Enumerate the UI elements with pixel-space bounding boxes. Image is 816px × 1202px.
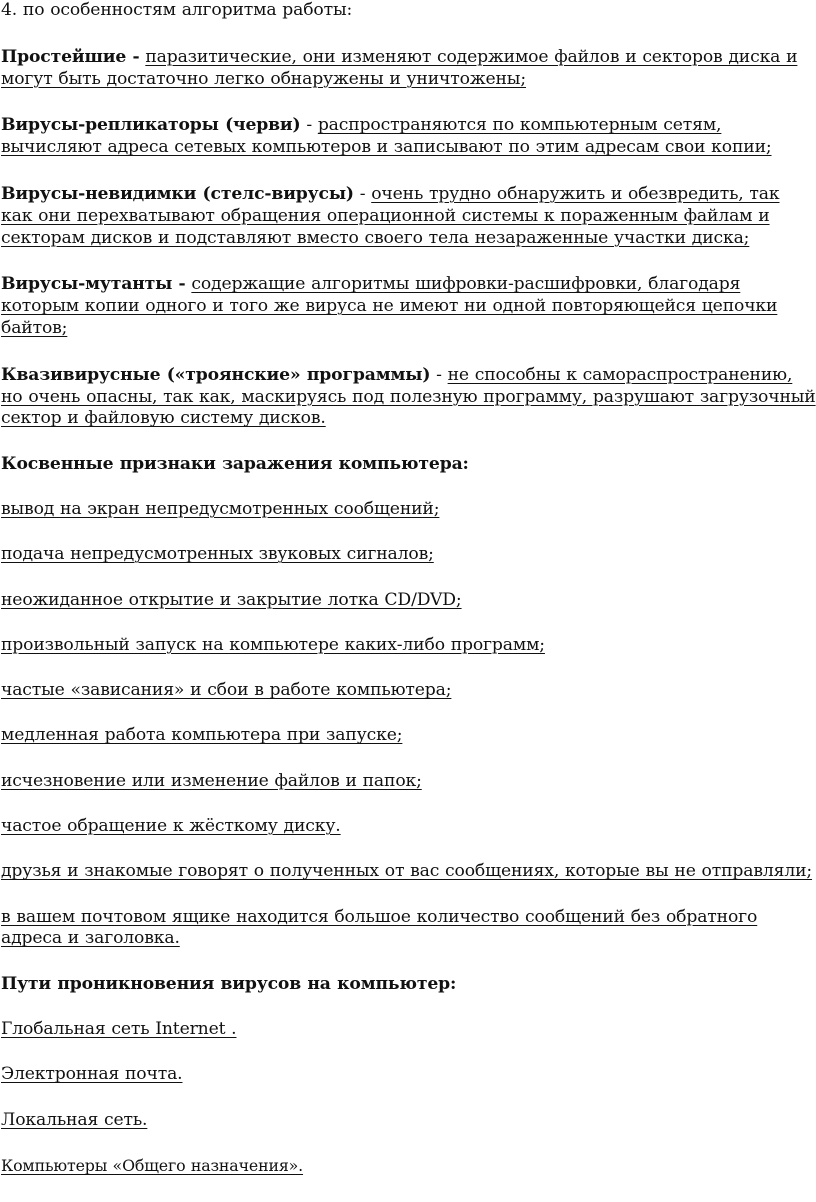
list-item: частое обращение к жёсткому диску. bbox=[1, 816, 341, 837]
list-item: Локальная сеть. bbox=[1, 1109, 148, 1130]
list-item: подача непредусмотренных звуковых сигналов; bbox=[1, 544, 434, 565]
list-item: вывод на экран непредусмотренных сообщений; bbox=[1, 498, 440, 519]
list-item: медленная работа компьютера при запуске; bbox=[1, 725, 403, 746]
virus-type-term: Простейшие - bbox=[1, 46, 140, 67]
list-item: Компьютеры «Общего назначения». bbox=[1, 1155, 304, 1175]
list-item: Глобальная сеть Internet . bbox=[1, 1019, 237, 1040]
list-item: произвольный запуск на компьютере каких-либо программ; bbox=[1, 634, 545, 655]
virus-type-term: Квазивирусные («троянские» программы) bbox=[1, 364, 431, 385]
list-item: в вашем почтовом ящике находится большое количество сообщений без обратного адреса и заголовка. bbox=[1, 906, 758, 949]
virus-type-trojans bbox=[1, 365, 816, 430]
list-item: неожиданное открытие и закрытие лотка CD/DVD; bbox=[1, 589, 462, 610]
virus-type-worms bbox=[1, 115, 816, 159]
virus-type-description: распространяются по компьютерным сетям, вычисляют адреса сетевых компьютеров и записывают по этим адресам свои копии; bbox=[1, 115, 772, 158]
paths-heading: Пути проникновения вирусов на компьютер: bbox=[1, 973, 457, 994]
virus-type-mutants bbox=[1, 274, 816, 339]
list-item: частые «зависания» и сбои в работе компьютера; bbox=[1, 680, 452, 701]
list-item: друзья и знакомые говорят о полученных от вас сообщениях, которые вы не отправляли; bbox=[1, 861, 813, 882]
list-item: исчезновение или изменение файлов и папок; bbox=[1, 770, 422, 791]
virus-type-description: очень трудно обнаружить и обезвредить, так как они перехватывают обращения операционной системы к пораженным файлам и секторам дисков и подставляют вместо своего тела незараженные участки диска; bbox=[1, 183, 780, 248]
virus-type-separator: - bbox=[430, 364, 448, 385]
virus-type-description: паразитические, они изменяют содержимое файлов и секторов диска и могут быть достаточно легко обнаружены и уничтожены; bbox=[1, 46, 798, 89]
virus-type-term: Вирусы-репликаторы (черви) bbox=[1, 115, 301, 136]
virus-type-term: Вирусы-мутанты - bbox=[1, 274, 186, 295]
signs-heading: Косвенные признаки заражения компьютера: bbox=[1, 453, 469, 474]
virus-type-description: не способны к самораспространению, но очень опасны, так как, маскируясь под полезную программу, разрушают загрузочный сектор и файловую систему дисков. bbox=[1, 364, 816, 429]
virus-type-separator: - bbox=[353, 183, 372, 204]
section-intro: 4. по особенностям алгоритма работы: bbox=[1, 0, 353, 20]
virus-type-stealth bbox=[1, 184, 816, 249]
virus-type-description: содержащие алгоритмы шифровки-расшифровки, благодаря которым копии одного и того же вируса не имеют ни одной повторяющейся цепочки байтов; bbox=[1, 274, 778, 338]
virus-type-simple bbox=[1, 47, 816, 91]
virus-type-term: Вирусы-невидимки (стелс-вирусы) bbox=[1, 183, 354, 204]
virus-type-separator: - bbox=[300, 115, 318, 136]
list-item: Электронная почта. bbox=[1, 1064, 183, 1085]
